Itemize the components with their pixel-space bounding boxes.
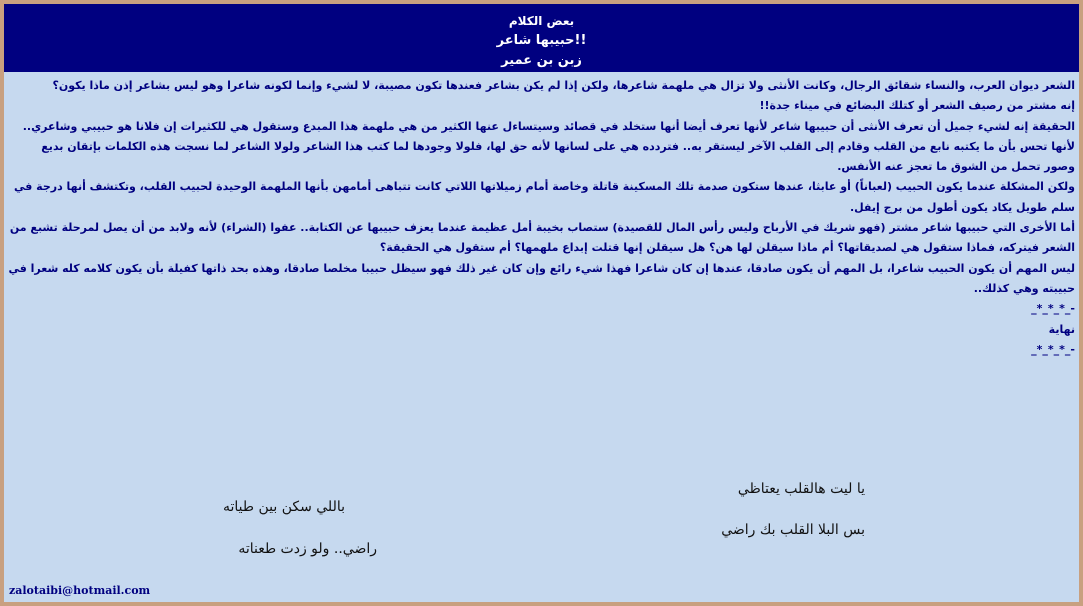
article-paragraph: ليس المهم أن يكون الحبيب شاعرا، بل المهم أن يكون صادقا، عندها إن كان شاعرا فهذا شيء رائع وإن كان غير ذلك فهو سيظل حبيبا مخلصا صادقا، وهذه بحد ذاتها كفيلة بأن يكون كلامه كله شعرا في حبيبته وهي كذلك.. bbox=[8, 261, 1075, 295]
poem-left-verse-2: راضي.. ولو زدت طعناته bbox=[238, 541, 377, 557]
author-name: زبن بن عمير bbox=[501, 53, 582, 68]
separator: -_*_*_*_ bbox=[1031, 302, 1075, 316]
article-title: حبيبها شاعر!! bbox=[496, 33, 587, 48]
article-paragraph: الشعر ديوان العرب، والنساء شقائق الرجال، وكانت الأنثى ولا تزال هي ملهمة شاعرها، ولكن إذا لم يكن بشاعر فعندها تكون مصيبة، لا لشيء وإنما لكونه شاعرا وهو ليس بشاعر إذن ماذا يكون؟ bbox=[52, 79, 1075, 92]
article-paragraph: الحقيقة إنه لشيء جميل أن تعرف الأنثى أن حبيبها شاعر لأنها تعرف أيضا أنها ستخلد في قصائد وسيتساءل عنها الكثير من هي ملهمة هذا المبدع وستقول هي للكثيرات إن فلانا هو حبيبي وشاعري.. لأنها تحس بأن ما يكتبه نابع من القلب وقادم إلى القلب الآخر ليستقر به.. فتردده هي على لسانها لأنه حق لها، فلولا وجودها لما كتب هذا الشاعر ولولا الشاعر لما نسجت هذه الكلمات بإتقان بديع وصور تحمل من الشوق ما تعجز عنه الأنفس. bbox=[22, 119, 1075, 174]
page-frame bbox=[4, 4, 1079, 602]
email-link[interactable]: zalotaibi@hotmail.com bbox=[9, 584, 151, 597]
ending-label: نهاية bbox=[1048, 322, 1075, 336]
poem-left-verse-1: باللي سكن بين طياته bbox=[222, 499, 345, 515]
article-paragraph: ولكن المشكلة عندما يكون الحبيب (لعباناً) أو عابثا، عندها ستكون صدمة تلك المسكينة قاتلة وخاصة أمام زميلاتها اللاتي كانت تتباهى أمامهن بأنها الملهمة الوحيدة لحبيب القلب، وتكتشف أنها درجة في سلم طويل يكاد يكون أطول من برج إيفل. bbox=[13, 180, 1075, 214]
poem-right-verse-2: بس البلا القلب بك راضي bbox=[721, 522, 865, 538]
article-paragraph: أما الأخرى التي حبيبها شاعر مشتر (فهو شريك في الأرباح وليس رأس المال للقصيدة) ستصاب بخيبة أمل عظيمة عندما يعزف حبيبها عن الكتابة.. عفوا (الشراء) لأنه ولابد من أن يصل لمرحلة تشبع من الشعر فيتركه، فماذا ستقول هي لصديقاتها؟ أم ماذا سيقلن لها هن؟ هل سيقلن إنها قتلت إبداع ملهمها؟ أم ستقول هي الحقيقة؟ bbox=[9, 221, 1075, 255]
header-line-1: بعض الكلام bbox=[508, 14, 575, 28]
poem-right-verse-1: يا ليت هالقلب يعتاظي bbox=[737, 481, 865, 497]
article-body bbox=[8, 76, 1075, 360]
separator: -_*_*_*_ bbox=[1031, 342, 1075, 356]
header-banner bbox=[4, 4, 1079, 72]
article-paragraph: إنه مشتر من رصيف الشعر أو كتلك البضائع في ميناء جدة!! bbox=[759, 99, 1075, 113]
